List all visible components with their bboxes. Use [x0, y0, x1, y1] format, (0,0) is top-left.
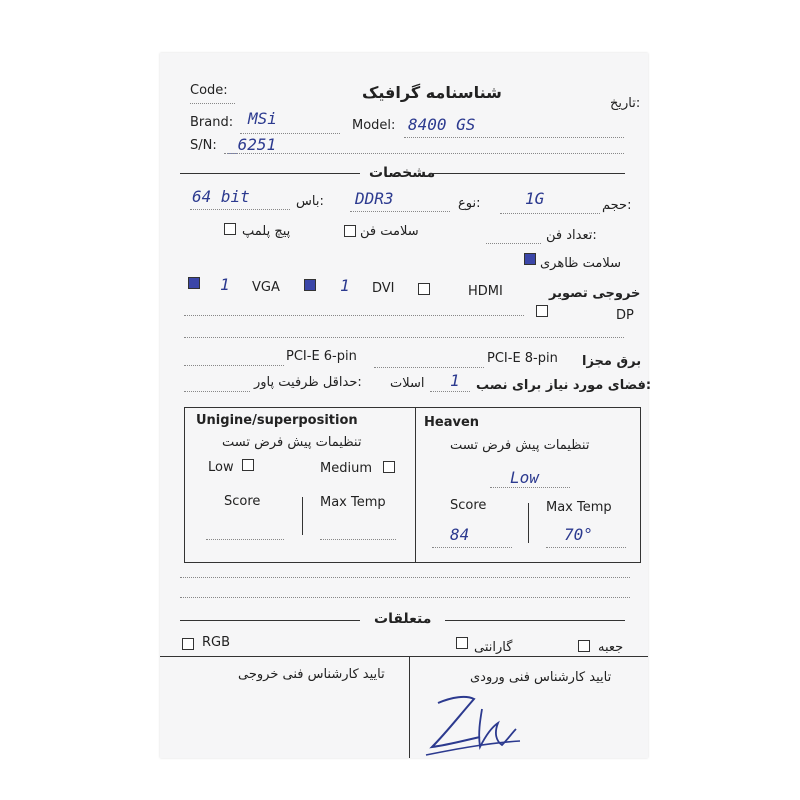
model-value: 8400 GS: [408, 115, 476, 134]
appearance-checkbox[interactable]: [524, 253, 536, 265]
warranty-label: گارانتی: [474, 640, 513, 655]
accessories-title: متعلقات: [374, 611, 432, 627]
heaven-default-settings: تنظیمات پیش فرض تست: [450, 438, 590, 453]
warranty-checkbox[interactable]: [456, 637, 468, 649]
type-value: DDR3: [355, 189, 394, 208]
bus-value: 64 bit: [192, 187, 250, 206]
heaven-score-dots: [432, 547, 512, 548]
input-tech-label: تایید کارشناس فنی ورودی: [470, 670, 612, 685]
heaven-temp-dots: [546, 547, 626, 548]
volume-dots: [500, 213, 600, 214]
type-dots: [350, 211, 450, 212]
hdmi-checkbox[interactable]: [418, 283, 430, 295]
graphics-card-form: [160, 53, 652, 758]
dp-checkbox[interactable]: [536, 305, 548, 317]
volume-label: حجم:: [602, 198, 632, 213]
accessories-rule-right: [445, 620, 625, 621]
unigine-temp-dots: [320, 539, 396, 540]
model-label: Model:: [352, 118, 396, 133]
specs-rule-left: [180, 173, 360, 174]
pcie6-label: PCI-E 6-pin: [286, 349, 357, 364]
fan-health-checkbox[interactable]: [344, 225, 356, 237]
medium-label: Medium: [320, 461, 372, 476]
type-label: نوع:: [458, 196, 481, 211]
model-dots: [404, 137, 624, 138]
form-title: شناسنامه گرافیک: [362, 83, 502, 102]
rgb-label: RGB: [202, 635, 231, 650]
date-label: تاریخ:: [610, 96, 641, 111]
vga-label: VGA: [252, 280, 280, 295]
benchmark-divider: [415, 407, 416, 562]
low-checkbox[interactable]: [242, 459, 254, 471]
accessories-rule-left: [180, 620, 360, 621]
volume-value: 1G: [525, 189, 545, 208]
psu-dots: [184, 391, 250, 392]
vga-count: 1: [220, 275, 230, 294]
space-label: فضای مورد نیاز برای نصب:: [476, 378, 652, 393]
heaven-score-label: Score: [450, 498, 487, 513]
box-label: جعبه: [598, 640, 624, 655]
code-dots: [190, 103, 235, 104]
medium-checkbox[interactable]: [383, 461, 395, 473]
output-dots-2: [184, 337, 624, 338]
specs-rule-right: [430, 173, 625, 174]
brand-dots: [240, 133, 340, 134]
unigine-score-dots: [206, 539, 284, 540]
unigine-score-label: Score: [224, 494, 261, 509]
pipe-label: پیچ پلمپ: [242, 224, 291, 239]
notes-dots-2: [180, 597, 630, 598]
dp-label: DP: [616, 308, 634, 323]
appearance-label: سلامت ظاهری: [540, 256, 622, 271]
space-value: 1: [450, 371, 460, 390]
brand-value: MSi: [248, 109, 277, 128]
specs-title: مشخصات: [369, 165, 436, 181]
hdmi-label: HDMI: [468, 284, 503, 299]
notes-dots-1: [180, 577, 630, 578]
heaven-title: Heaven: [424, 415, 480, 430]
signature-graphic: [422, 689, 522, 759]
approval-divider: [409, 656, 410, 758]
heaven-temp-label: Max Temp: [546, 500, 612, 515]
pcie6-dots: [184, 365, 284, 366]
sn-label: S/N:: [190, 138, 217, 153]
heaven-setting-dots: [490, 487, 570, 488]
dvi-checkbox[interactable]: [304, 279, 316, 291]
fan-health-label: سلامت فن: [360, 224, 419, 239]
vga-checkbox[interactable]: [188, 277, 200, 289]
fan-count-label: تعداد فن:: [546, 228, 597, 243]
output-label: خروجی تصویر: [549, 286, 641, 301]
pcie8-dots: [374, 367, 484, 368]
sn-value: _6251: [228, 135, 277, 154]
approval-rule: [160, 656, 648, 657]
dvi-label: DVI: [372, 281, 395, 296]
bus-label: باس:: [296, 194, 324, 209]
brand-label: Brand:: [190, 115, 234, 130]
heaven-score-divider: [528, 503, 529, 543]
output-tech-label: تایید کارشناس فنی خروجی: [238, 667, 385, 682]
heaven-setting-value: Low: [510, 468, 539, 487]
code-label: Code:: [190, 83, 228, 98]
heaven-score-value: 84: [450, 525, 470, 544]
heaven-temp-value: 70°: [564, 525, 593, 544]
sn-dots: [224, 153, 624, 154]
unigine-score-divider: [302, 497, 303, 535]
unigine-temp-label: Max Temp: [320, 495, 386, 510]
low-label: Low: [208, 460, 234, 475]
psu-label: حداقل ظرفیت پاور:: [254, 375, 362, 390]
box-checkbox[interactable]: [578, 640, 590, 652]
power-label: برق مجزا: [582, 354, 642, 369]
output-dots-1: [184, 315, 524, 316]
rgb-checkbox[interactable]: [182, 638, 194, 650]
bus-dots: [190, 209, 290, 210]
unigine-title: Unigine/superposition: [196, 413, 358, 428]
dvi-count: 1: [340, 276, 350, 295]
fan-count-dots: [486, 243, 541, 244]
slot-label: اسلات: [390, 376, 425, 391]
space-dots: [430, 391, 470, 392]
unigine-default-settings: تنظیمات پیش فرض تست: [222, 435, 362, 450]
pcie8-label: PCI-E 8-pin: [487, 351, 558, 366]
pipe-checkbox[interactable]: [224, 223, 236, 235]
